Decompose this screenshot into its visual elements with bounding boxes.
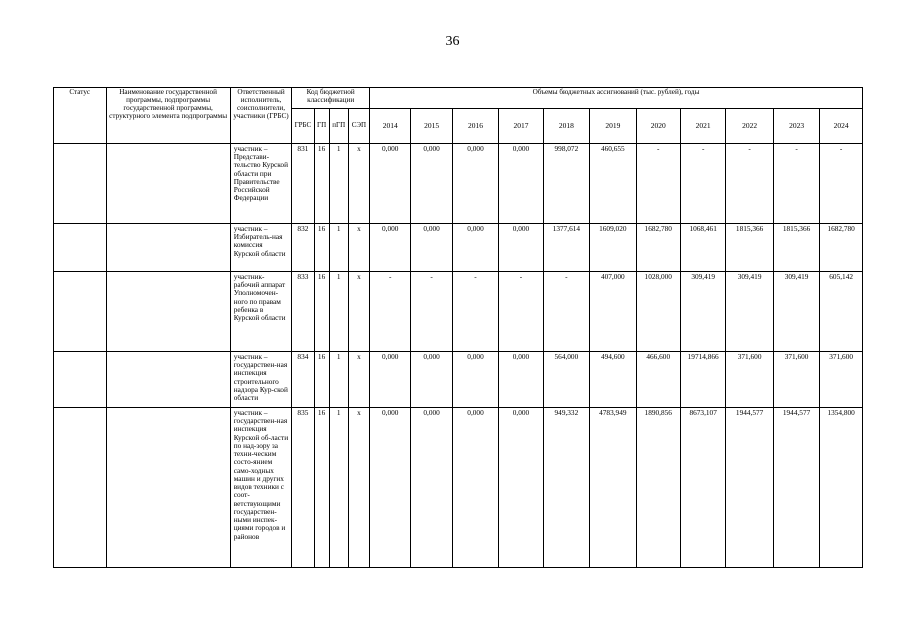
name-cell — [106, 144, 230, 224]
code-cell-gp: 16 — [314, 408, 329, 568]
value-cell-2016: 0,000 — [452, 224, 498, 272]
page-number: 36 — [445, 34, 460, 49]
value-cell-2016: - — [452, 272, 498, 352]
value-cell-2021: 8673,107 — [680, 408, 725, 568]
table-row — [54, 408, 863, 568]
name-cell — [106, 408, 230, 568]
executor-cell: участник – Избиратель-ная комиссия Курской области — [230, 224, 292, 272]
executor-cell: участник – государствен-ная инспекция строительного надзора Кур-ской области — [230, 352, 292, 408]
value-cell-2018: 564,000 — [543, 352, 589, 408]
value-cell-2024: 1354,800 — [820, 408, 863, 568]
table-row — [54, 352, 863, 408]
code-cell-gp: 16 — [314, 224, 329, 272]
value-cell-2019: 494,600 — [590, 352, 636, 408]
header-code-pgp: пГП — [329, 109, 348, 144]
value-cell-2015: - — [411, 272, 452, 352]
table-row — [54, 272, 863, 352]
value-cell-2020: 466,600 — [636, 352, 680, 408]
value-cell-2022: 371,600 — [726, 352, 773, 408]
table-body — [54, 144, 863, 568]
value-cell-2023: 1815,366 — [773, 224, 819, 272]
value-cell-2015: 0,000 — [411, 352, 452, 408]
header-year-2016: 2016 — [452, 109, 498, 144]
value-cell-2016: 0,000 — [452, 408, 498, 568]
name-cell — [106, 224, 230, 272]
code-cell-grbs: 835 — [292, 408, 314, 568]
name-cell — [106, 352, 230, 408]
header-name: Наименование государственной программы, подпрограммы государственной программы, структурного элемента подпрограммы — [106, 88, 230, 144]
header-year-2014: 2014 — [370, 109, 411, 144]
value-cell-2024: - — [820, 144, 863, 224]
code-cell-gp: 16 — [314, 352, 329, 408]
value-cell-2014: 0,000 — [370, 224, 411, 272]
value-cell-2018: 998,072 — [543, 144, 589, 224]
code-cell-gp: 16 — [314, 144, 329, 224]
value-cell-2016: 0,000 — [452, 352, 498, 408]
value-cell-2021: - — [680, 144, 725, 224]
value-cell-2023: - — [773, 144, 819, 224]
code-cell-sep: х — [348, 224, 369, 272]
executor-cell: участник – Представи-тельство Курской области при Правительстве Российской Федерации — [230, 144, 292, 224]
value-cell-2017: - — [499, 272, 543, 352]
header-year-2022: 2022 — [726, 109, 773, 144]
status-cell — [54, 224, 107, 272]
value-cell-2018: - — [543, 272, 589, 352]
status-cell — [54, 272, 107, 352]
value-cell-2018: 949,332 — [543, 408, 589, 568]
value-cell-2014: 0,000 — [370, 144, 411, 224]
value-cell-2024: 1682,780 — [820, 224, 863, 272]
code-cell-grbs: 834 — [292, 352, 314, 408]
value-cell-2021: 1068,461 — [680, 224, 725, 272]
code-cell-grbs: 833 — [292, 272, 314, 352]
header-volumes-group: Объемы бюджетных ассигнований (тыс. рублей), годы — [370, 88, 863, 109]
code-cell-pgp: 1 — [329, 408, 348, 568]
value-cell-2015: 0,000 — [411, 224, 452, 272]
code-cell-sep: х — [348, 144, 369, 224]
header-executor: Ответственный исполнитель, соисполнители, участники (ГРБС) — [230, 88, 292, 144]
value-cell-2023: 1944,577 — [773, 408, 819, 568]
name-cell — [106, 272, 230, 352]
code-cell-pgp: 1 — [329, 352, 348, 408]
header-code-gp: ГП — [314, 109, 329, 144]
code-cell-gp: 16 — [314, 272, 329, 352]
code-cell-pgp: 1 — [329, 272, 348, 352]
code-cell-pgp: 1 — [329, 144, 348, 224]
table-row — [54, 224, 863, 272]
value-cell-2014: - — [370, 272, 411, 352]
value-cell-2017: 0,000 — [499, 408, 543, 568]
value-cell-2023: 371,600 — [773, 352, 819, 408]
value-cell-2019: 1609,020 — [590, 224, 636, 272]
value-cell-2020: - — [636, 144, 680, 224]
code-cell-grbs: 832 — [292, 224, 314, 272]
status-cell — [54, 352, 107, 408]
value-cell-2017: 0,000 — [499, 224, 543, 272]
value-cell-2014: 0,000 — [370, 352, 411, 408]
status-cell — [54, 408, 107, 568]
header-year-2024: 2024 — [820, 109, 863, 144]
value-cell-2020: 1028,000 — [636, 272, 680, 352]
value-cell-2019: 460,655 — [590, 144, 636, 224]
header-code-group: Код бюджетной классификации — [292, 88, 370, 109]
table-row — [54, 144, 863, 224]
header-year-2018: 2018 — [543, 109, 589, 144]
code-cell-sep: х — [348, 408, 369, 568]
value-cell-2022: - — [726, 144, 773, 224]
code-cell-sep: х — [348, 352, 369, 408]
header-year-2015: 2015 — [411, 109, 452, 144]
value-cell-2022: 309,419 — [726, 272, 773, 352]
budget-table — [53, 87, 863, 568]
code-cell-grbs: 831 — [292, 144, 314, 224]
header-year-2021: 2021 — [680, 109, 725, 144]
value-cell-2022: 1815,366 — [726, 224, 773, 272]
value-cell-2024: 371,600 — [820, 352, 863, 408]
code-cell-pgp: 1 — [329, 224, 348, 272]
header-year-2017: 2017 — [499, 109, 543, 144]
value-cell-2015: 0,000 — [411, 408, 452, 568]
header-status: Статус — [54, 88, 107, 144]
value-cell-2020: 1682,780 — [636, 224, 680, 272]
value-cell-2022: 1944,577 — [726, 408, 773, 568]
value-cell-2020: 1890,856 — [636, 408, 680, 568]
header-year-2023: 2023 — [773, 109, 819, 144]
value-cell-2015: 0,000 — [411, 144, 452, 224]
header-code-grbs: ГРБС — [292, 109, 314, 144]
code-cell-sep: х — [348, 272, 369, 352]
value-cell-2017: 0,000 — [499, 352, 543, 408]
header-year-2019: 2019 — [590, 109, 636, 144]
header-code-sep: СЭП — [348, 109, 369, 144]
value-cell-2019: 407,000 — [590, 272, 636, 352]
value-cell-2017: 0,000 — [499, 144, 543, 224]
value-cell-2023: 309,419 — [773, 272, 819, 352]
value-cell-2018: 1377,614 — [543, 224, 589, 272]
value-cell-2014: 0,000 — [370, 408, 411, 568]
executor-cell: участник – государствен-ная инспекция Курской об-ласти по над-зору за техни-ческим состо-янием само-ходных машин и других видов техники с соот-ветствующими государствен-ными инспек-циями городов и районов — [230, 408, 292, 568]
value-cell-2021: 309,419 — [680, 272, 725, 352]
value-cell-2019: 4783,949 — [590, 408, 636, 568]
status-cell — [54, 144, 107, 224]
value-cell-2024: 605,142 — [820, 272, 863, 352]
value-cell-2021: 19714,866 — [680, 352, 725, 408]
executor-cell: участник-рабочий аппарат Уполномочен-ного по правам ребенка в Курской области — [230, 272, 292, 352]
value-cell-2016: 0,000 — [452, 144, 498, 224]
header-year-2020: 2020 — [636, 109, 680, 144]
